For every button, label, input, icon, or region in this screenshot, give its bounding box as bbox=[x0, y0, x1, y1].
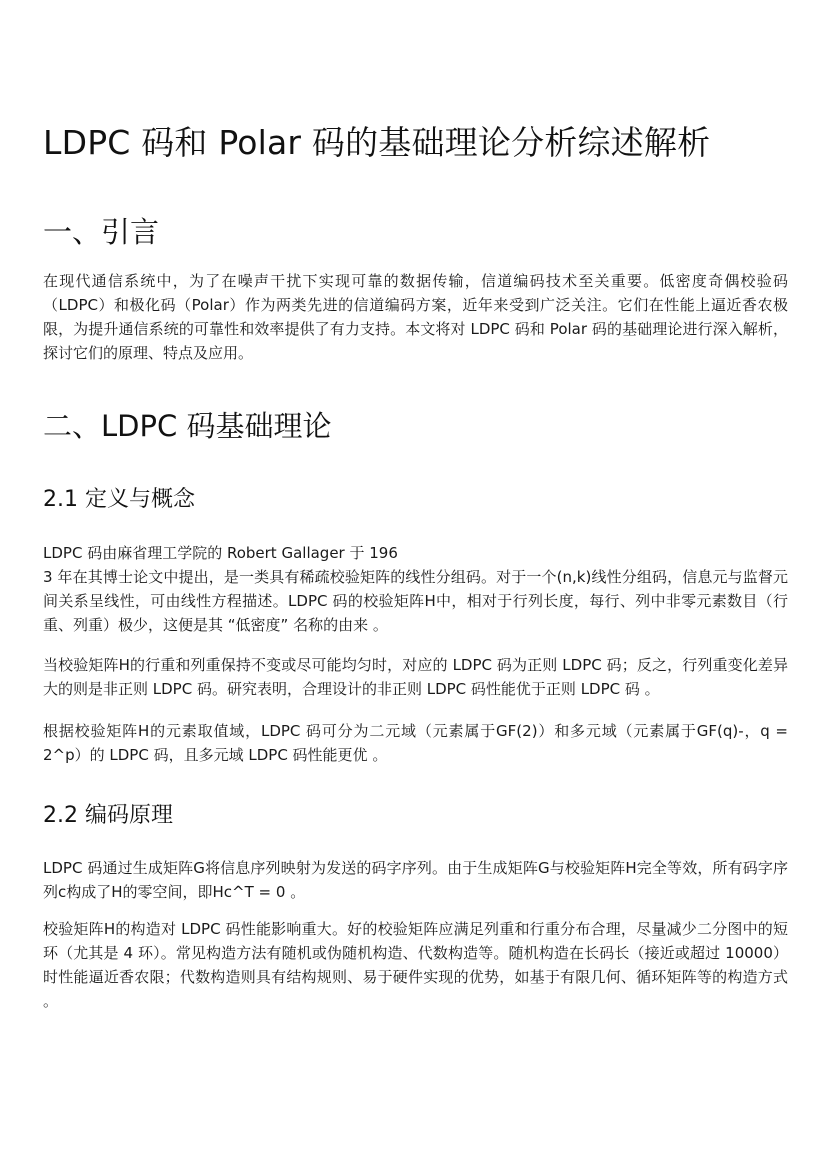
definition-paragraph-1 bbox=[43, 541, 788, 637]
definition-paragraph-1-rest: 3 年在其博士论文中提出，是一类具有稀疏校验矩阵的线性分组码。对于一个(n,k)线性分组码，信息元与监督元间关系呈线性，可由线性方程描述。LDPC 码的校验矩阵H中，相对于行列长度，每行、列中非零元素数目（行重、列重）极少，这便是其 “低密度” 名称的由来 。 bbox=[43, 568, 788, 634]
definition-paragraph-1-line-1: LDPC 码由麻省理工学院的 Robert Gallager 于 196 bbox=[43, 544, 398, 562]
subsection-heading-encoding: 2.2 编码原理 bbox=[43, 803, 173, 828]
encoding-paragraph-2: 校验矩阵H的构造对 LDPC 码性能影响重大。好的校验矩阵应满足列重和行重分布合理，尽量减少二分图中的短环（尤其是 4 环）。常见构造方法有随机或伪随机构造、代数构造等。随机构造在长码长（接近或超过 10000）时性能逼近香农限；代数构造则具有结构规则、易于硬件实现的优势，如基于有限几何、循环矩阵等的构造方式 。 bbox=[43, 920, 788, 1010]
introduction-paragraph: 在现代通信系统中，为了在噪声干扰下实现可靠的数据传输，信道编码技术至关重要。低密度奇偶校验码（LDPC）和极化码（Polar）作为两类先进的信道编码方案，近年来受到广泛关注。它们在性能上逼近香农极限，为提升通信系统的可靠性和效率提供了有力支持。本文将对 LDPC 码和 Polar 码的基础理论进行深入解析，探讨它们的原理、特点及应用。 bbox=[43, 272, 788, 362]
definition-paragraph-3: 根据校验矩阵H的元素取值域，LDPC 码可分为二元域（元素属于GF(2)）和多元域（元素属于GF(q)-，q = 2^p）的 LDPC 码，且多元域 LDPC 码性能更优 。 bbox=[43, 722, 788, 764]
section-heading-introduction: 一、引言 bbox=[43, 215, 160, 249]
section-heading-ldpc-theory: 二、LDPC 码基础理论 bbox=[43, 409, 332, 443]
subsection-heading-definition: 2.1 定义与概念 bbox=[43, 487, 195, 512]
document-title: LDPC 码和 Polar 码的基础理论分析综述解析 bbox=[43, 123, 711, 162]
definition-paragraph-2: 当校验矩阵H的行重和列重保持不变或尽可能均匀时，对应的 LDPC 码为正则 LDPC 码；反之，行列重变化差异大的则是非正则 LDPC 码。研究表明，合理设计的非正则 LDPC 码性能优于正则 LDPC 码 。 bbox=[43, 656, 788, 698]
encoding-paragraph-1: LDPC 码通过生成矩阵G将信息序列映射为发送的码字序列。由于生成矩阵G与校验矩阵H完全等效，所有码字序列c构成了H的零空间，即Hc^T = 0 。 bbox=[43, 859, 788, 901]
